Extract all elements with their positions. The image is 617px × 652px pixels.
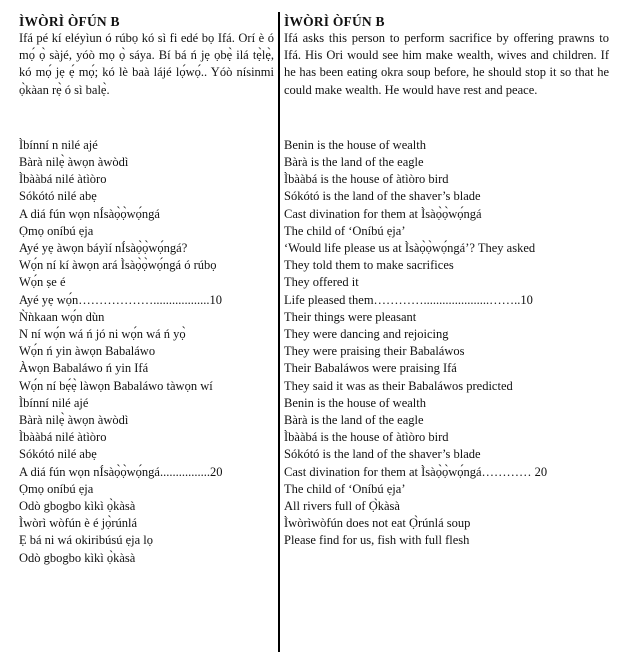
verse-line: Their things were pleasant <box>284 309 417 324</box>
verse-line: Benin is the house of wealth <box>284 395 426 410</box>
yoruba-heading: ÌWÒRÌ ÒFÚN B <box>19 14 120 29</box>
column-divider <box>278 12 280 652</box>
verse-line: Ìbínní n nilé ajé <box>19 137 98 152</box>
verse-line: Please find for us, fish with full flesh <box>284 533 470 548</box>
verse-line: Their Babaláwos were praising Ifá <box>284 361 457 376</box>
verse-line: Ìbààbá nilé àtìòro <box>19 430 107 445</box>
yoruba-paragraph: Ifá pé kí eléyìun ó rúbọ kó sì fi edé bọ Ifá. Orí è ó mọ́ ọ̀ sàjé, yóò mọ ọ̀ sáya. Bí bá ń jẹ ọbẹ̀ ilá tẹ̀lẹ̀, kó mọ́ jẹ ẹ́ mọ́; kó lè baà lájé lọ́wọ́.. Yóò nísinmi ọ̀kàan rẹ̀ ó sì balẹ̀. <box>19 31 274 97</box>
verse-line: The child of ‘Oníbú ẹja’ <box>284 481 406 496</box>
verse-line: Odò gbogbo kìkì ọ̀kàsà <box>19 499 136 514</box>
english-verses <box>284 137 609 550</box>
verse-line: Àwọn Babaláwo ń yin Ifá <box>19 361 149 376</box>
verse-line: A diá fún wọn nÍsàọ̀ọ̀wọ́ngá................20 <box>19 464 223 479</box>
yoruba-column <box>19 13 274 567</box>
yoruba-verses <box>19 137 274 567</box>
verse-line: N ní wọ́n wá ń jó ni wọ́n wá ń yọ̀ <box>19 327 186 342</box>
verse-line: Bàrà nilẹ̀ àwọn àwòdì <box>19 155 129 170</box>
verse-line: Sókótó nilé abẹ <box>19 447 97 462</box>
verse-line: A diá fún wọn nÍsàọ̀ọ̀wọ́ngá <box>19 206 160 221</box>
verse-line: Ẹ bá ni wá okiribúsú ẹja lọ <box>19 533 153 548</box>
verse-line: Sókótó is the land of the shaver’s blade <box>284 447 481 462</box>
verse-line: Bàrà is the land of the eagle <box>284 155 424 170</box>
verse-line: Odò gbogbo kìkì ọ̀kàsà <box>19 550 136 565</box>
verse-line: Ìbínní nilé ajé <box>19 395 89 410</box>
verse-line: Ọmọ oníbú ẹja <box>19 481 94 496</box>
verse-line: Sókótó nilé abẹ <box>19 189 97 204</box>
verse-line: Ayé yẹ àwọn báyìí nÍsàọ̀ọ̀wọ́ngá? <box>19 241 188 256</box>
verse-line: Cast divination for them at Ìsàọ̀ọ̀wọ́ngá <box>284 206 482 221</box>
verse-line: Benin is the house of wealth <box>284 137 426 152</box>
verse-line: They were dancing and rejoicing <box>284 327 449 342</box>
verse-line: ‘Would life please us at Ìsàọ̀ọ̀wọ́ngá’? They asked <box>284 241 536 256</box>
verse-line: Cast divination for them at Ìsàọ̀ọ̀wọ́ngá………… 20 <box>284 464 548 479</box>
verse-line: Wọ́n ṣe é <box>19 275 66 290</box>
english-paragraph: Ifá asks this person to perform sacrifice by offering prawns to Ifá. His Ori would see him make wealth, wives and children. If he has been eating okra soup before, he should stop it so that he could make wealth. He would have rest and peace. <box>284 31 609 97</box>
verse-line: The child of ‘Oníbú ẹja’ <box>284 223 406 238</box>
english-heading: ÌWÒRÌ ÒFÚN B <box>284 14 385 29</box>
verse-line: All rivers full of Ọ̀kàsà <box>284 499 400 514</box>
verse-line: Ǹǹkaan wọ́n dùn <box>19 309 105 324</box>
verse-line: Ìbààbá is the house of àtìòro bird <box>284 430 449 445</box>
verse-line: Bàrà is the land of the eagle <box>284 413 424 428</box>
verse-line: Wọ́n ní bẹ́ẹ̀ làwọn Babaláwo tàwọn wí <box>19 378 213 393</box>
english-column <box>284 13 609 550</box>
verse-line: Ìbààbá is the house of àtìòro bird <box>284 172 449 187</box>
verse-line: Ìwòrì wòfún è é jọ̀rúnlá <box>19 516 138 531</box>
verse-line: Sókótó is the land of the shaver’s blade <box>284 189 481 204</box>
verse-line: Wọ́n ń yin àwọn Babaláwo <box>19 344 156 359</box>
verse-line: Ìbààbá nilé àtìòro <box>19 172 107 187</box>
verse-line: Ayé yẹ wọ́n………………..................10 <box>19 292 223 307</box>
verse-line: They said it was as their Babaláwos predicted <box>284 378 513 393</box>
verse-line: Bàrà nilẹ̀ àwọn àwòdì <box>19 413 129 428</box>
verse-line: Wọ́n ní kí àwọn ará Ìsàọ̀ọ̀wọ́ngá ó rúbọ <box>19 258 217 273</box>
verse-line: Life pleased them………….....................……..10 <box>284 292 533 307</box>
verse-line: They told them to make sacrifices <box>284 258 454 273</box>
verse-line: Ìwòrìwòfún does not eat Ọ̀rúnlá soup <box>284 516 471 531</box>
verse-line: They offered it <box>284 275 359 290</box>
verse-line: Ọmọ oníbú ẹja <box>19 223 94 238</box>
verse-line: They were praising their Babaláwos <box>284 344 465 359</box>
